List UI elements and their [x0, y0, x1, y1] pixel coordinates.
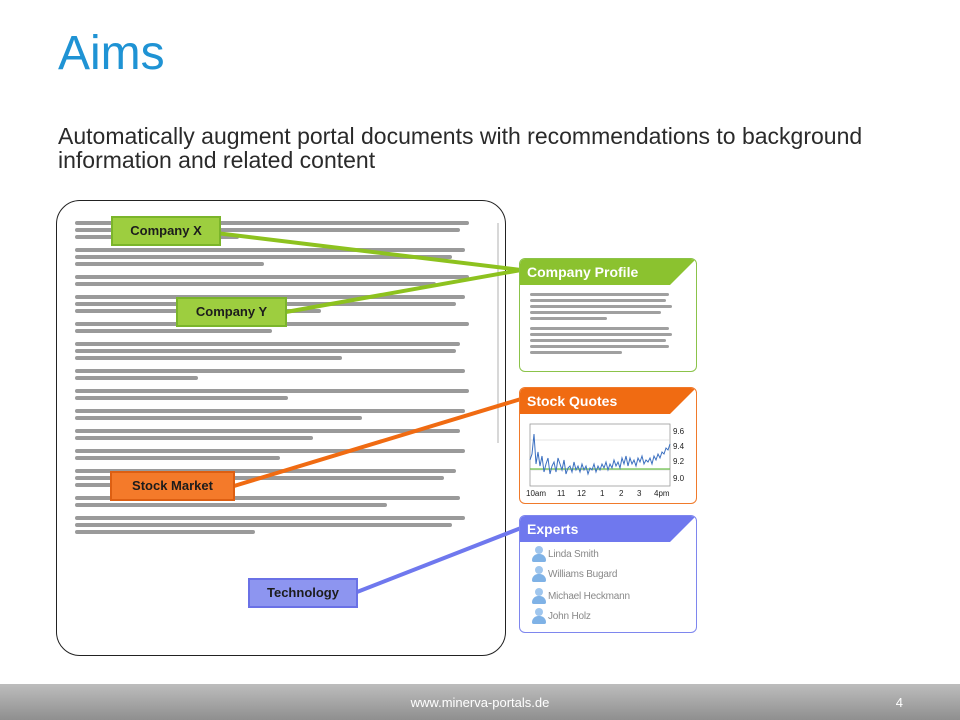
x-tick: 10am: [526, 489, 547, 498]
expert-name: John Holz: [548, 611, 591, 622]
experts-card[interactable]: [519, 515, 697, 633]
expert-name: Williams Bugard: [548, 569, 618, 580]
x-tick: 11: [557, 489, 566, 498]
y-tick: 9.4: [673, 442, 685, 451]
connector-stock-market: [234, 399, 521, 486]
person-icon: [532, 588, 546, 604]
x-tick: 1: [600, 489, 605, 498]
stock-quotes-card[interactable]: [519, 387, 697, 504]
connector-company-y: [286, 270, 521, 312]
y-tick: 9.0: [673, 474, 685, 483]
company-profile-text: [520, 285, 696, 354]
y-tick: 9.2: [673, 457, 685, 466]
person-icon: [532, 546, 546, 562]
company-profile-title: Company Profile: [520, 259, 696, 285]
slide-subtitle: Automatically augment portal documents with recommendations to background information and related content: [58, 123, 863, 173]
x-tick: 12: [577, 489, 586, 498]
y-tick: 9.6: [673, 427, 685, 436]
connector-technology: [357, 528, 521, 592]
page-number: 4: [895, 695, 903, 710]
stock-chart: [520, 414, 696, 503]
footer-url: www.minerva-portals.de: [410, 695, 550, 710]
x-tick: 3: [637, 489, 642, 498]
connector-company-x: [208, 232, 521, 270]
person-icon: [532, 566, 546, 582]
footer-bar: [0, 684, 960, 720]
tag-company-x[interactable]: Company X: [111, 216, 221, 246]
expert-name: Michael Heckmann: [548, 591, 630, 602]
experts-title: Experts: [520, 516, 696, 542]
x-tick: 2: [619, 489, 624, 498]
slide-title: Aims: [58, 27, 165, 80]
x-tick: 4pm: [654, 489, 670, 498]
tag-company-y[interactable]: Company Y: [176, 297, 287, 327]
person-icon: [532, 608, 546, 624]
tag-stock-market[interactable]: Stock Market: [110, 471, 235, 501]
expert-name: Linda Smith: [548, 549, 599, 560]
company-profile-card[interactable]: [519, 258, 697, 372]
stock-quotes-title: Stock Quotes: [520, 388, 696, 414]
tag-technology[interactable]: Technology: [248, 578, 358, 608]
